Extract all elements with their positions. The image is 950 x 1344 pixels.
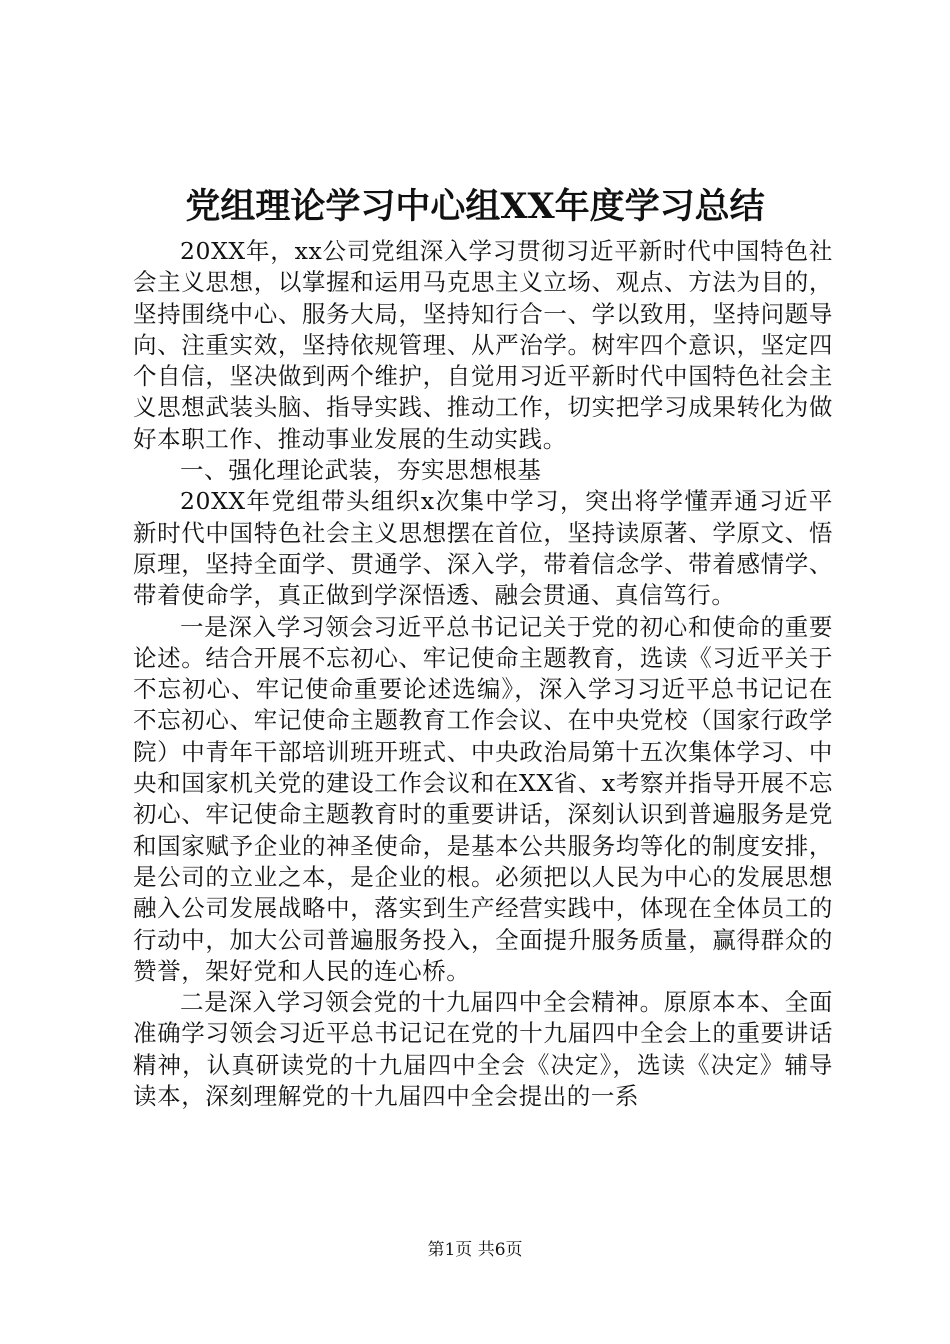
paragraph-point-1: 一是深入学习领会习近平总书记记关于党的初心和使命的重要论述。结合开展不忘初心、牢记使命主题教育，选读《习近平关于不忘初心、牢记使命重要论述选编》，深入学习习近平总书记记在不忘初心、牢记使命主题教育工作会议、在中央党校（国家行政学院）中青年干部培训班开班式、中央政治局第十五次集体学习、中央和国家机关党的建设工作会议和在XX省、x考察并指导开展不忘初心、牢记使命主题教育时的重要讲话，深刻认识到普遍服务是党和国家赋予企业的神圣使命，是基本公共服务均等化的制度安排，是公司的立业之本，是企业的根。必须把以人民为中心的发展思想融入公司发展战略中，落实到生产经营实践中，体现在全体员工的行动中，加大公司普遍服务投入，全面提升服务质量，赢得群众的赞誉，架好党和人民的连心桥。	[133, 612, 833, 985]
paragraph-intro: 20XX年，xx公司党组深入学习贯彻习近平新时代中国特色社会主义思想，以掌握和运用马克思主义立场、观点、方法为目的，坚持围绕中心、服务大局，坚持知行合一、学以致用，坚持问题导向、注重实效，坚持依规管理、从严治学。树牢四个意识，坚定四个自信，坚决做到两个维护，自觉用习近平新时代中国特色社会主义思想武装头脑、指导实践、推动工作，切实把学习成果转化为做好本职工作、推动事业发展的生动实践。	[133, 237, 833, 453]
document-title: 党组理论学习中心组XX年度学习总结	[185, 186, 765, 227]
page-number-footer: 第1页 共6页	[427, 1240, 523, 1260]
paragraph-point-2: 二是深入学习领会党的十九届四中全会精神。原原本本、全面准确学习领会习近平总书记记在党的十九届四中全会上的重要讲话精神，认真研读党的十九届四中全会《决定》，选读《决定》辅导读本，深刻理解党的十九届四中全会提出的一系	[133, 988, 833, 1111]
paragraph-section-1-intro: 20XX年党组带头组织x次集中学习，突出将学懂弄通习近平新时代中国特色社会主义思想摆在首位，坚持读原著、学原文、悟原理，坚持全面学、贯通学、深入学，带着信念学、带着感情学、带着使命学，真正做到学深悟透、融会贯通、真信笃行。	[133, 487, 833, 610]
document-body	[133, 236, 833, 1112]
section-heading-1: 一、强化理论武装，夯实思想根基	[180, 456, 542, 485]
